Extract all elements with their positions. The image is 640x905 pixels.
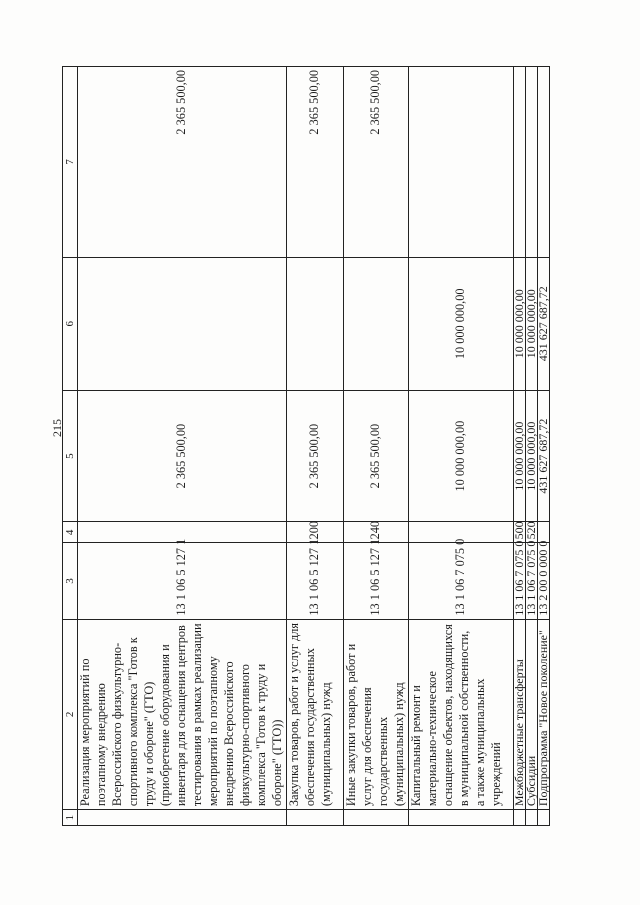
row-col6-cell: 431 627 687,72: [538, 257, 550, 390]
header-cell: 7: [63, 67, 78, 258]
row-col6-cell: 10 000 000,00: [514, 257, 526, 390]
row-col5-cell: 10 000 000,00: [409, 390, 514, 521]
row-index-cell: [538, 810, 550, 826]
row-index-cell: [78, 810, 287, 826]
row-code-cell: 13 2 00 0 000 0: [538, 543, 550, 619]
budget-table-sheet: [62, 66, 551, 826]
row-name-cell: Капитальный ремонт и материально-техническое оснащение объектов, находящихся в муниципальной собственности, а также муниципальных учреждений: [409, 619, 514, 810]
row-name-cell: Межбюджетные трансферты: [514, 619, 526, 810]
header-cell: 5: [63, 390, 78, 521]
row-col5-cell: 2 365 500,00: [287, 390, 344, 521]
row-col5-cell: 10 000 000,00: [514, 390, 526, 521]
row-col7-cell: [538, 67, 550, 258]
header-cell: 4: [63, 522, 78, 543]
row-type-cell: 520: [526, 522, 538, 543]
table-row: [78, 67, 287, 826]
row-code-cell: 13 1 06 5 127 1: [344, 543, 409, 619]
row-col5-cell: 431 627 687,72: [538, 390, 550, 521]
table-row: [344, 67, 409, 826]
header-cell: 6: [63, 257, 78, 390]
row-code-cell: 13 1 06 5 127 1: [287, 543, 344, 619]
table-row: [538, 67, 550, 826]
table-row: [287, 67, 344, 826]
table-row: [409, 67, 514, 826]
budget-table: [62, 66, 550, 826]
row-index-cell: [514, 810, 526, 826]
row-index-cell: [409, 810, 514, 826]
header-cell: 3: [63, 543, 78, 619]
row-index-cell: [526, 810, 538, 826]
row-name-cell: Реализация мероприятий по поэтапному внедрению Всероссийского физкультурно-спортивного комплекса "Готов к труду и обороне" (ГТО) (приобретение оборудования и инвентаря для оснащения центров тестирования в рамках реализации мероприятий по поэтапному внедрению Всероссийского физкультурно-спортивного комплекса "Готов к труду и обороне" (ГТО)): [78, 619, 287, 810]
row-col7-cell: [514, 67, 526, 258]
row-index-cell: [287, 810, 344, 826]
row-code-cell: 13 1 06 7 075 0: [409, 543, 514, 619]
row-type-cell: 200: [287, 522, 344, 543]
row-col6-cell: 10 000 000,00: [526, 257, 538, 390]
row-name-cell: Иные закупки товаров, работ и услуг для обеспечения государственных (муниципальных) нужд: [344, 619, 409, 810]
row-col6-cell: [287, 257, 344, 390]
row-name-cell: Подпрограмма "Новое поколение": [538, 619, 550, 810]
row-col6-cell: [78, 257, 287, 390]
row-col5-cell: 2 365 500,00: [78, 390, 287, 521]
row-col5-cell: 10 000 000,00: [526, 390, 538, 521]
row-name-cell: Субсидии: [526, 619, 538, 810]
header-cell: 1: [63, 810, 78, 826]
page-number: 215: [50, 419, 64, 437]
row-col7-cell: 2 365 500,00: [78, 67, 287, 258]
row-col7-cell: [526, 67, 538, 258]
row-code-cell: 13 1 06 5 127 1: [78, 543, 287, 619]
row-col7-cell: 2 365 500,00: [344, 67, 409, 258]
row-code-cell: 13 1 06 7 075 0: [514, 543, 526, 619]
row-col7-cell: 2 365 500,00: [287, 67, 344, 258]
row-col5-cell: 2 365 500,00: [344, 390, 409, 521]
row-index-cell: [344, 810, 409, 826]
row-col6-cell: [344, 257, 409, 390]
row-name-cell: Закупка товаров, работ и услуг для обеспечения государственных (муниципальных) нужд: [287, 619, 344, 810]
row-col6-cell: 10 000 000,00: [409, 257, 514, 390]
table-header-row: [63, 67, 78, 826]
row-type-cell: 240: [344, 522, 409, 543]
row-code-cell: 13 1 06 7 075 0: [526, 543, 538, 619]
row-type-cell: 500: [514, 522, 526, 543]
row-col7-cell: [409, 67, 514, 258]
header-cell: 2: [63, 619, 78, 810]
